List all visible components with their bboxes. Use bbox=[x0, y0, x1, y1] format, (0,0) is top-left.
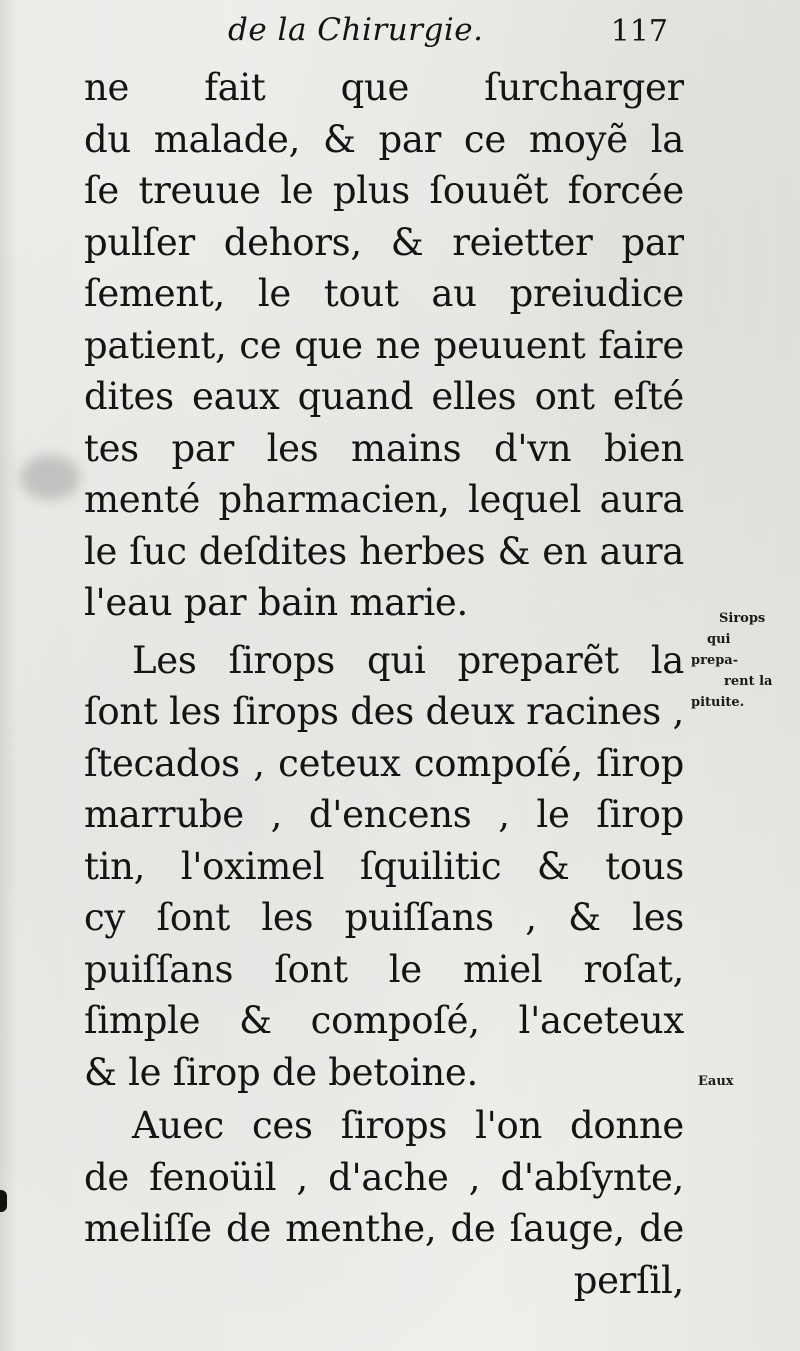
text-line: dites eaux quand elles ont eſté bbox=[84, 375, 684, 418]
text-line: de fenoüil , d'ache , d'abſynte, bbox=[84, 1155, 684, 1199]
text-line: puiſſans ſont le miel roſat, bbox=[84, 947, 684, 991]
page-number: 117 bbox=[610, 14, 668, 49]
ink-stain bbox=[20, 455, 80, 500]
text-line: cy ſont les puiſſans , & les bbox=[84, 896, 684, 939]
text-line: & le ſirop de betoine. bbox=[84, 1050, 478, 1094]
text-line: ſtecados , ceteux compoſé, ſirop bbox=[84, 741, 684, 785]
text-line: tes par les mains d'vn bien bbox=[84, 426, 684, 470]
text-line: pulſer dehors, & reietter par bbox=[84, 220, 684, 264]
text-line: marrube , d'encens , le ſirop bbox=[84, 793, 684, 836]
text-line: ſe treuue le plus ſouuẽt forcée bbox=[84, 169, 684, 212]
paragraph-start: Les ſirops qui preparẽt la bbox=[132, 638, 684, 682]
text-line: ſimple & compoſé, l'aceteux bbox=[84, 999, 684, 1042]
text-line: ne fait que ſurcharger bbox=[84, 66, 684, 109]
page-edge-mark bbox=[0, 1190, 7, 1212]
text-line: ſont les ſirops des deux racines , bbox=[84, 690, 684, 733]
paragraph-start: Auec ces ſirops l'on donne bbox=[132, 1104, 684, 1147]
page-header bbox=[228, 12, 668, 58]
text-line: meliſſe de menthe, de ſauge, de bbox=[84, 1207, 684, 1250]
text-line: du malade, & par ce moyẽ la bbox=[84, 117, 684, 161]
catchword: perſil, bbox=[573, 1258, 684, 1302]
text-line: patient, ce que ne peuuent faire bbox=[84, 323, 684, 367]
text-line: ſement, le tout au preiudice bbox=[84, 272, 684, 315]
text-line: le ſuc deſdites herbes & en aura bbox=[84, 529, 684, 573]
margin-note-sirops: Sirops qui prepa- rent la pituite. bbox=[691, 611, 773, 710]
margin-note-eaux: Eaux bbox=[698, 1074, 734, 1089]
running-head: de la Chirurgie. bbox=[228, 12, 484, 48]
body-text bbox=[84, 62, 684, 1306]
text-line: l'eau par bain marie. bbox=[84, 581, 468, 624]
text-line: tin, l'oximel ſquilitic & tous bbox=[84, 844, 684, 888]
text-line: menté pharmacien, lequel aura bbox=[84, 478, 684, 521]
